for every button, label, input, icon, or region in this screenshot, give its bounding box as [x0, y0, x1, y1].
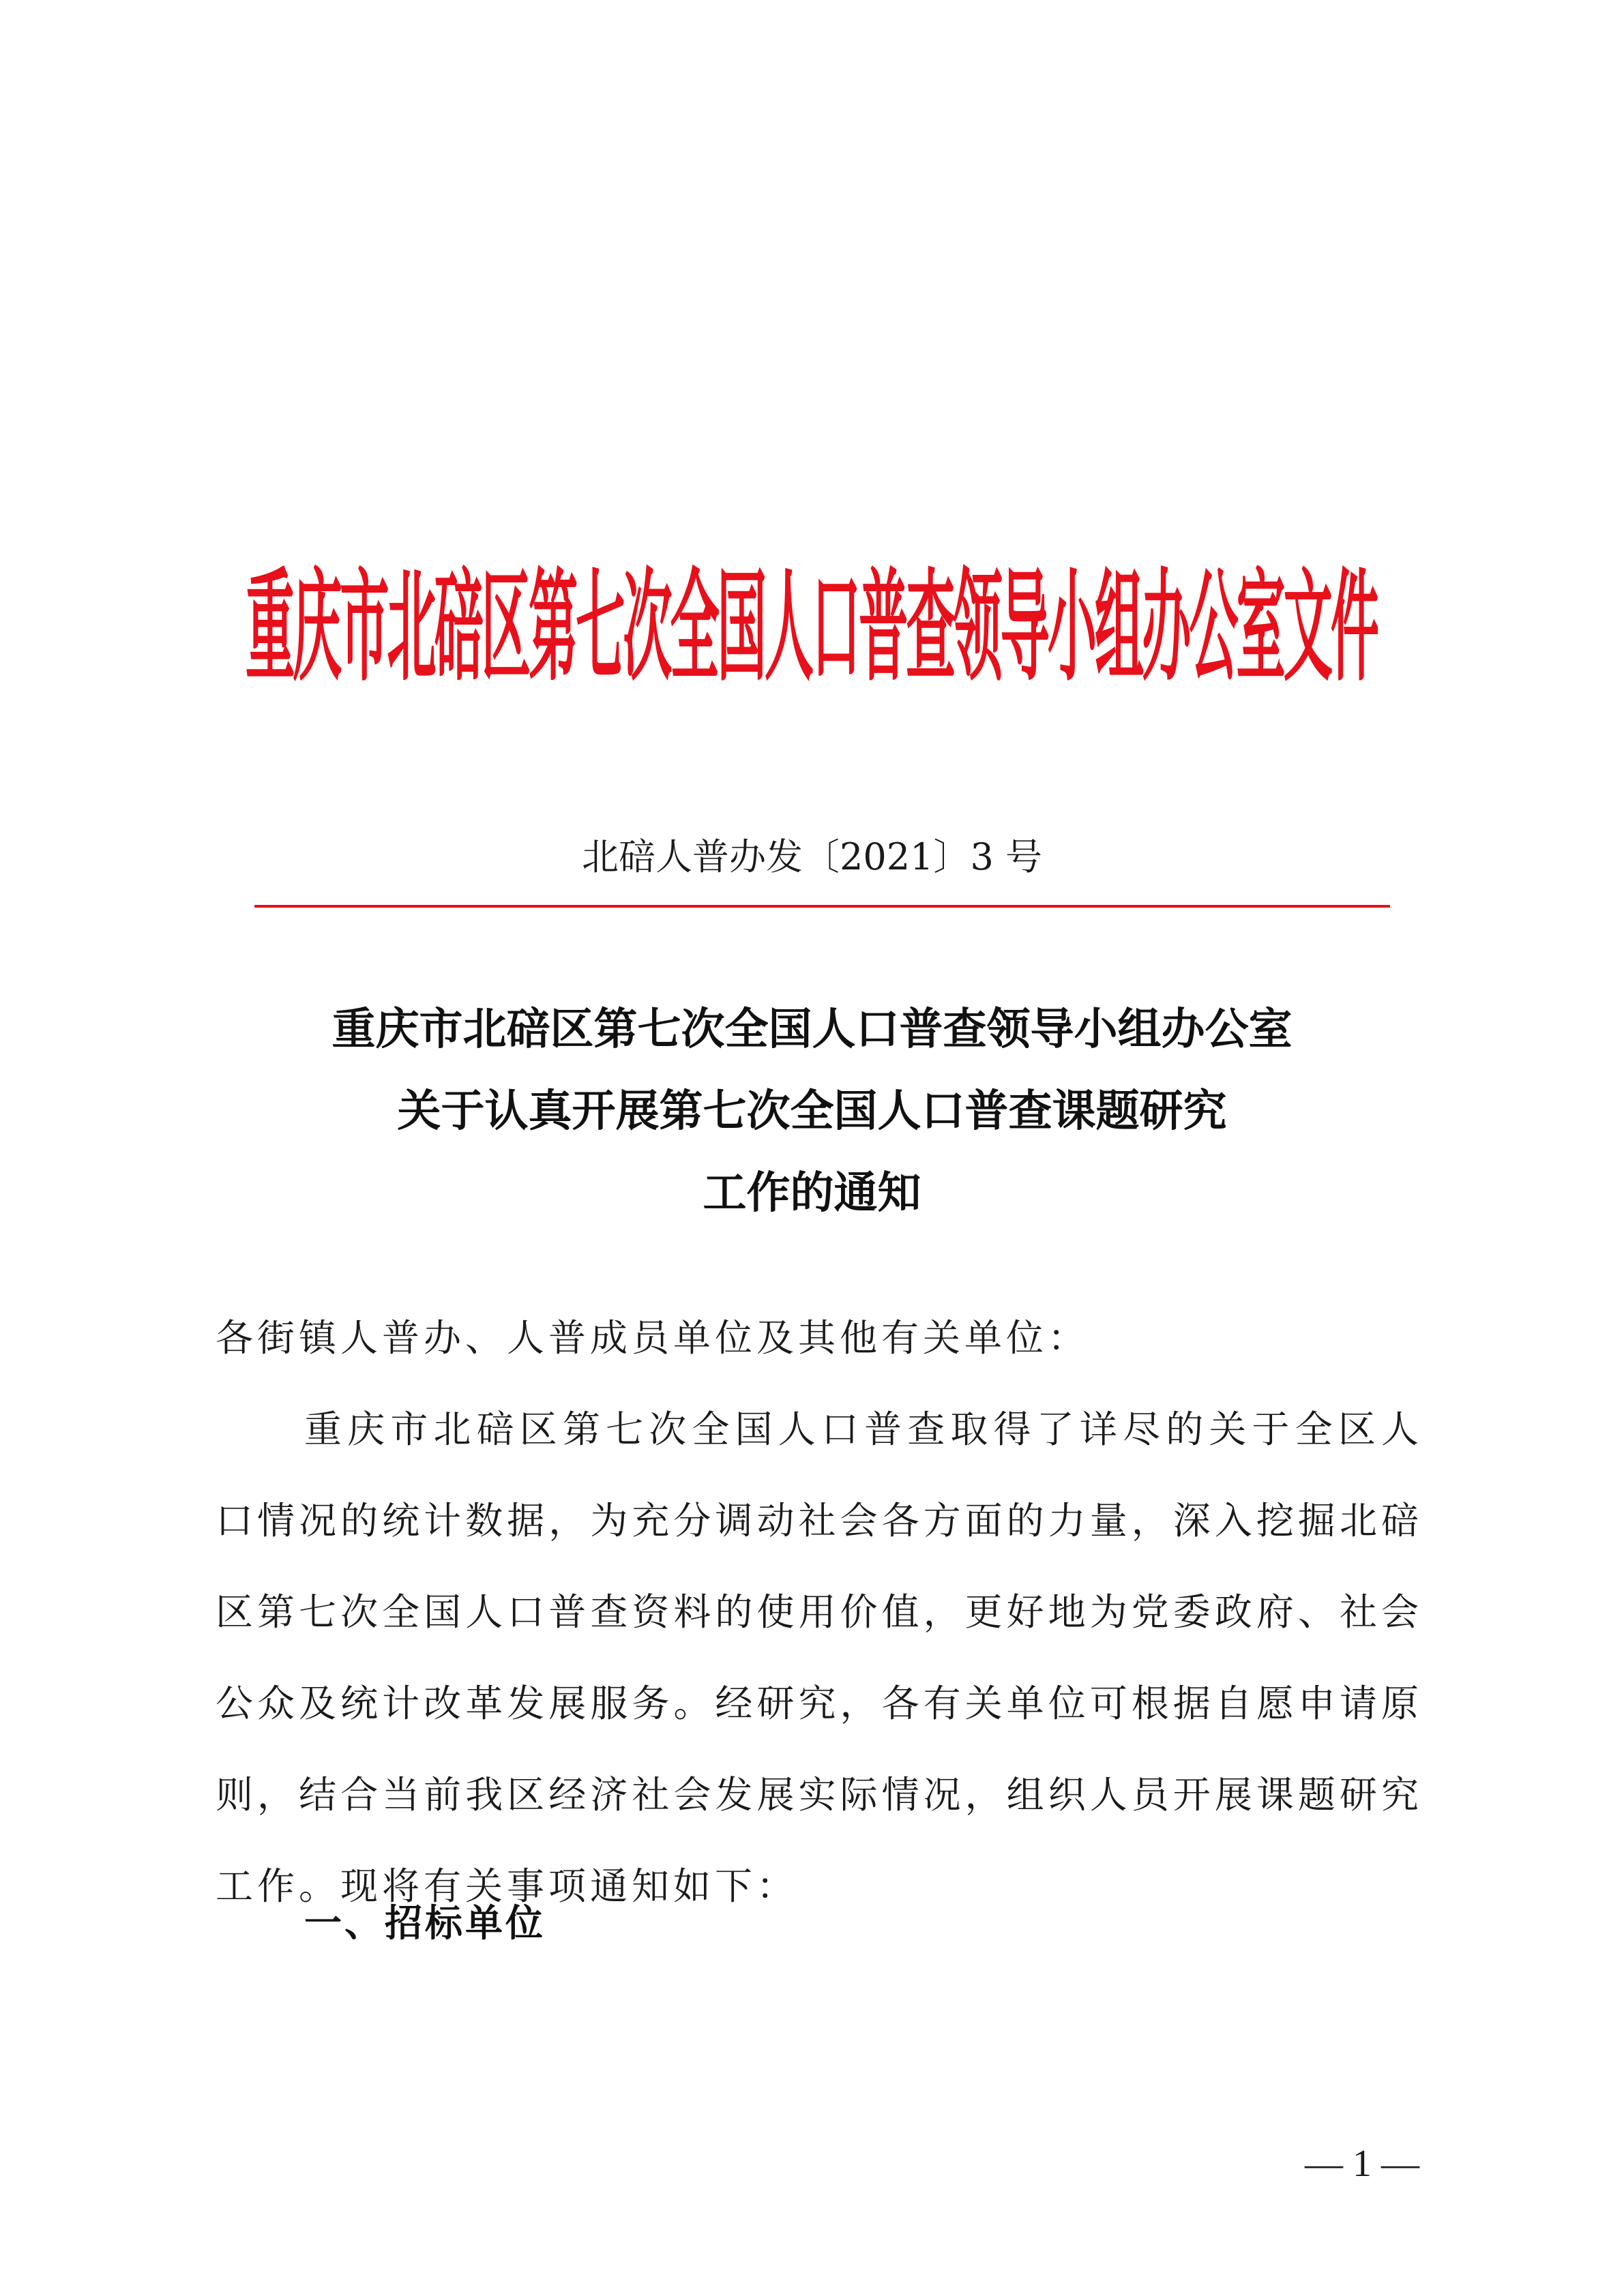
- masthead-title: 重庆市北碚区第七次全国人口普查领导小组办公室文件: [246, 556, 1378, 698]
- section-heading-1: 一、招标单位: [304, 1901, 546, 1945]
- notice-title: [205, 989, 1419, 1234]
- document-number: 北碚人普办发〔2021〕3 号: [582, 835, 1042, 878]
- notice-title-line-2: 关于认真开展第七次全国人口普查课题研究: [397, 1086, 1227, 1137]
- notice-title-line-3: 工作的通知: [703, 1168, 921, 1219]
- masthead: [246, 546, 1378, 709]
- salutation: 各街镇人普办、人普成员单位及其他有关单位：: [216, 1316, 1090, 1360]
- page-number: — 1 —: [1305, 2143, 1419, 2185]
- body-paragraph-1: 重庆市北碚区第七次全国人口普查取得了详尽的关于全区人口情况的统计数据，为充分调动社会各方面的力量，深入挖掘北碚区第七次全国人口普查资料的使用价值，更好地为党委政府、社会公众及统计改革发展服务。经研究，各有关单位可根据自愿申请原则，结合当前我区经济社会发展实际情况，组织人员开展课题研究工作。现将有关事项通知如下：: [216, 1407, 1423, 1908]
- notice-title-line-1: 重庆市北碚区第七次全国人口普查领导小组办公室: [331, 1004, 1293, 1055]
- notice-body: [216, 1292, 1423, 1932]
- red-divider-line: [254, 905, 1390, 908]
